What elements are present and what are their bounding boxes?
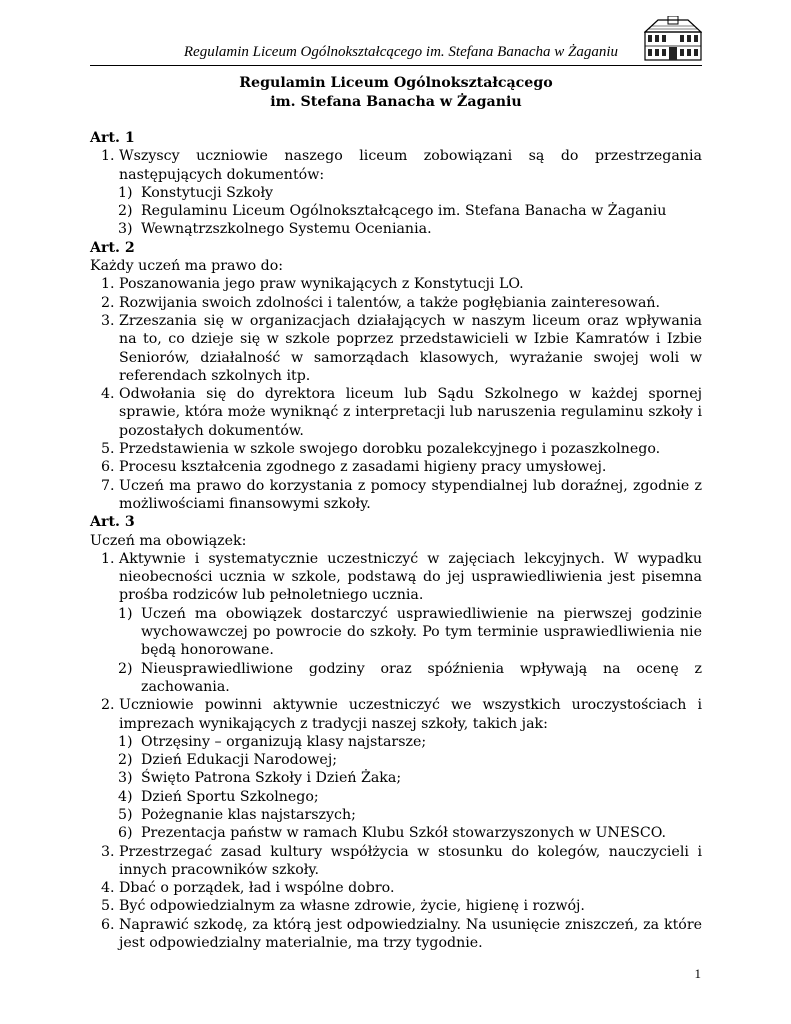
item-text: Przestrzegać zasad kultury współżycia w stosunku do kolegów, nauczycieli i innych pracowników szkoły. [119, 843, 702, 878]
sub-list-item [90, 184, 702, 202]
list-item [90, 275, 702, 293]
item-text: Być odpowiedzialnym za własne zdrowie, życie, higienę i rozwój. [119, 898, 585, 915]
list-item [90, 550, 702, 605]
sub-list-item [90, 733, 702, 751]
item-number: 2. [101, 697, 115, 714]
art-2-heading: Art. 2 [90, 239, 135, 256]
art-3-list [90, 550, 702, 953]
page-header [90, 14, 702, 66]
item-text: Naprawić szkodę, za którą jest odpowiedzialny. Na usunięcie zniszczeń, za które jest odpowiedzialny materialnie, ma trzy tygodnie. [119, 916, 702, 952]
item-number: 3. [101, 312, 115, 329]
item-text: Dzień Edukacji Narodowej; [141, 752, 337, 769]
item-text: Regulaminu Liceum Ogólnokształcącego im. Stefana Banacha w Żaganiu [141, 203, 667, 220]
item-text: Uczniowie powinni aktywnie uczestniczyć we wszystkich uroczystościach i imprezach wynikających z tradycji naszej szkoły, takich jak: [119, 697, 702, 732]
art-1-heading: Art. 1 [90, 130, 135, 146]
list-item [90, 696, 702, 733]
list-item [90, 385, 702, 440]
list-item [90, 897, 702, 915]
item-text: Rozwijania swoich zdolności i talentów, a także pogłębiania zainteresowań. [119, 294, 661, 311]
item-text: Odwołania się do dyrektora liceum lub Sądu Szkolnego w każdej spornej sprawie, która może wyniknąć z interpretacji lub naruszenia regulaminu szkoły i pozostałych dokumentów. [119, 386, 702, 439]
item-number: 4. [101, 386, 115, 403]
item-text: Nieusprawiedliwione godziny oraz spóźnienia wpływają na ocenę z zachowania. [141, 660, 702, 695]
item-number: 1) [118, 605, 133, 622]
item-number: 1) [118, 184, 133, 201]
item-number: 6. [101, 459, 115, 476]
sub-list-item [90, 660, 702, 697]
item-number: 3. [101, 843, 115, 860]
list-item [90, 294, 702, 312]
list-item [90, 440, 702, 458]
item-number: 2) [118, 203, 133, 220]
item-number: 2. [101, 294, 115, 311]
art-2-intro: Każdy uczeń ma prawo do: [90, 258, 284, 275]
sub-list-item [90, 788, 702, 806]
item-text: Święto Patrona Szkoły i Dzień Żaka; [141, 770, 402, 787]
page-number: 1 [694, 966, 701, 981]
art-2-list [90, 275, 702, 513]
item-text: Dzień Sportu Szkolnego; [141, 788, 319, 805]
list-item [90, 916, 702, 953]
list-item [90, 843, 702, 880]
sub-list-item [90, 605, 702, 660]
item-number: 6) [118, 825, 133, 842]
art-3-heading: Art. 3 [90, 514, 135, 531]
art-1-list [90, 147, 702, 238]
item-text: Dbać o porządek, ład i wspólne dobro. [119, 880, 395, 897]
item-text: Prezentacja państw w ramach Klubu Szkół stowarzyszonych w UNESCO. [141, 825, 667, 842]
list-item [90, 879, 702, 897]
sub-list-item [90, 769, 702, 787]
item-number: 4) [118, 788, 133, 805]
item-text: Przedstawienia w szkole swojego dorobku pozalekcyjnego i pozaszkolnego. [119, 441, 661, 458]
document-body [90, 74, 702, 952]
item-number: 3) [118, 770, 133, 787]
item-number: 5) [118, 806, 133, 823]
document-title [90, 74, 702, 111]
list-item [90, 458, 702, 476]
item-number: 6. [101, 916, 115, 933]
list-item [90, 477, 702, 514]
title-line-2: im. Stefana Banacha w Żaganiu [270, 93, 522, 110]
item-text: Uczeń ma prawo do korzystania z pomocy stypendialnej lub doraźnej, zgodnie z możliwościami finansowymi szkoły. [119, 477, 702, 512]
school-building-icon [644, 16, 702, 62]
item-text: Poszanowania jego praw wynikających z Konstytucji LO. [119, 276, 524, 293]
art-3-intro: Uczeń ma obowiązek: [90, 532, 247, 549]
item-number: 7. [101, 477, 115, 494]
running-header-title: Regulamin Liceum Ogólnokształcącego im. Stefana Banacha w Żaganiu [183, 44, 618, 60]
item-number: 1) [118, 733, 133, 750]
sub-list-item [90, 806, 702, 824]
item-number: 1. [101, 550, 115, 567]
item-text: Wszyscy uczniowie naszego liceum zobowiązani są do przestrzegania następujących dokumentów: [119, 148, 702, 183]
item-number: 5. [101, 898, 115, 915]
item-text: Procesu kształcenia zgodnego z zasadami higieny pracy umysłowej. [119, 459, 607, 476]
list-item [90, 147, 702, 184]
item-text: Konstytucji Szkoły [141, 184, 274, 201]
item-number: 2) [118, 660, 133, 677]
title-line-1: Regulamin Liceum Ogólnokształcącego [239, 75, 553, 91]
item-text: Zrzeszania się w organizacjach działających w naszym liceum oraz wpływania na to, co dzieje się w szkole poprzez przedstawicieli w Izbie Kamratów i Izbie Seniorów, działalność w samorządach klasowych, wyrażanie swojej woli w referendach szkolnych itp. [119, 312, 702, 384]
sub-list-item [90, 220, 702, 238]
sub-list-item [90, 824, 702, 842]
header-rule [90, 65, 702, 66]
item-number: 2) [118, 752, 133, 769]
item-number: 5. [101, 441, 115, 458]
item-number: 1. [101, 148, 115, 165]
item-text: Pożegnanie klas najstarszych; [141, 806, 356, 823]
sub-list-item [90, 202, 702, 220]
item-text: Otrzęsiny – organizują klasy najstarsze; [141, 733, 427, 750]
item-text: Uczeń ma obowiązek dostarczyć usprawiedliwienie na pierwszej godzinie wychowawczej po powrocie do szkoły. Po tym terminie usprawiedliwienia nie będą honorowane. [141, 605, 702, 659]
item-number: 3) [118, 221, 133, 238]
item-number: 4. [101, 880, 115, 897]
item-text: Wewnątrzszkolnego Systemu Oceniania. [141, 221, 432, 238]
list-item [90, 312, 702, 385]
item-number: 1. [101, 276, 115, 293]
sub-list-item [90, 751, 702, 769]
item-text: Aktywnie i systematycznie uczestniczyć w zajęciach lekcyjnych. W wypadku nieobecności ucznia w szkole, podstawą do jej usprawiedliwienia jest pisemna prośba rodziców lub pełnoletniego ucznia. [119, 550, 702, 604]
